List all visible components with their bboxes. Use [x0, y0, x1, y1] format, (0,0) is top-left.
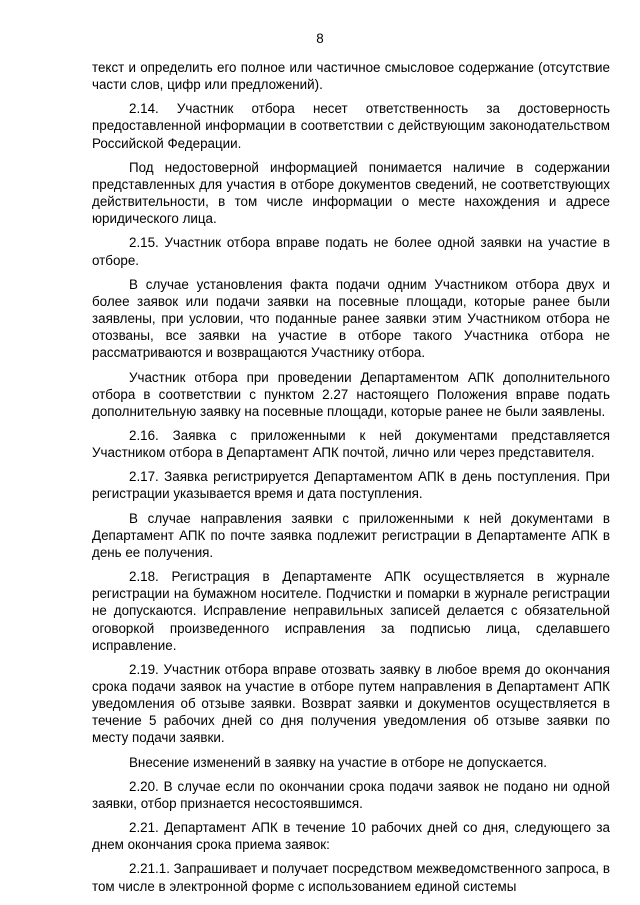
paragraph-2-19: 2.19. Участник отбора вправе отозвать заявку в любое время до окончания срока подачи заявок на участие в отборе путем направления в Департамент АПК уведомления об отзыве заявки. Возврат заявки и документов осуществляется в течение 5 рабочих дней со дня получения уведомления об отзыве заявки по месту подачи заявки. — [92, 661, 610, 746]
paragraph-additional-selection: Участник отбора при проведении Департаментом АПК дополнительного отбора в соответствии с пунктом 2.27 настоящего Положения вправе подать дополнительную заявку на посевные площади, которые ранее не были заявлены. — [92, 369, 610, 419]
paragraph-2-16: 2.16. Заявка с приложенными к ней документами представляется Участником отбора в Департамент АПК почтой, лично или через представителя. — [92, 427, 610, 461]
page-number: 8 — [316, 31, 324, 46]
paragraph-2-18: 2.18. Регистрация в Департаменте АПК осуществляется в журнале регистрации на бумажном носителе. Подчистки и помарки в журнале регистрации не допускаются. Исправление неправильных записей делается с обязательной оговоркой произведенного исправления за подписью лица, сделавшего исправление. — [92, 569, 610, 653]
paragraph-mail-registration: В случае направления заявки с приложенными к ней документами в Департамент АПК по почте заявка подлежит регистрации в Департаменте АПК в день ее получения. — [92, 510, 610, 560]
paragraph-unreliable-info: Под недостоверной информацией понимается наличие в содержании представленных для участия в отборе документов сведений, не соответствующих действительности, в том числе информации о месте нахождения и адресе юридического лица. — [92, 159, 610, 227]
paragraph-2-21: 2.21. Департамент АПК в течение 10 рабочих дней со дня, следующего за днем окончания срока приема заявок: — [92, 820, 610, 853]
paragraph-2-14: 2.14. Участник отбора несет ответственность за достоверность предоставленной информации в соответствии с действующим законодательством Российской Федерации. — [92, 101, 610, 151]
paragraph-2-17: 2.17. Заявка регистрируется Департаментом АПК в день поступления. При регистрации указывается время и дата поступления. — [92, 469, 610, 502]
paragraph-2-20: 2.20. В случае если по окончании срока подачи заявок не подано ни одной заявки, отбор признается несостоявшимся. — [92, 778, 610, 811]
paragraph-multiple-applications: В случае установления факта подачи одним Участником отбора двух и более заявок или подачи заявки на посевные площади, которые ранее были заявлены, при условии, что поданные ранее заявки этим Участником отбора не отозваны, все заявки на участие в отборе такого Участника отбора не рассматриваются и возвращаются Участнику отбора. — [92, 276, 610, 361]
paragraph-continuation: текст и определить его полное или частичное смысловое содержание (отсутствие части слов, цифр или предложений). — [92, 60, 610, 93]
paragraph-no-changes: Внесение изменений в заявку на участие в отборе не допускается. — [129, 754, 547, 770]
document-body — [92, 59, 610, 900]
paragraph-2-21-1: 2.21.1. Запрашивает и получает посредством межведомственного запроса, в том числе в электронной форме с использованием единой системы — [92, 861, 610, 894]
paragraph-2-15: 2.15. Участник отбора вправе подать не более одной заявки на участие в отборе. — [92, 235, 610, 268]
